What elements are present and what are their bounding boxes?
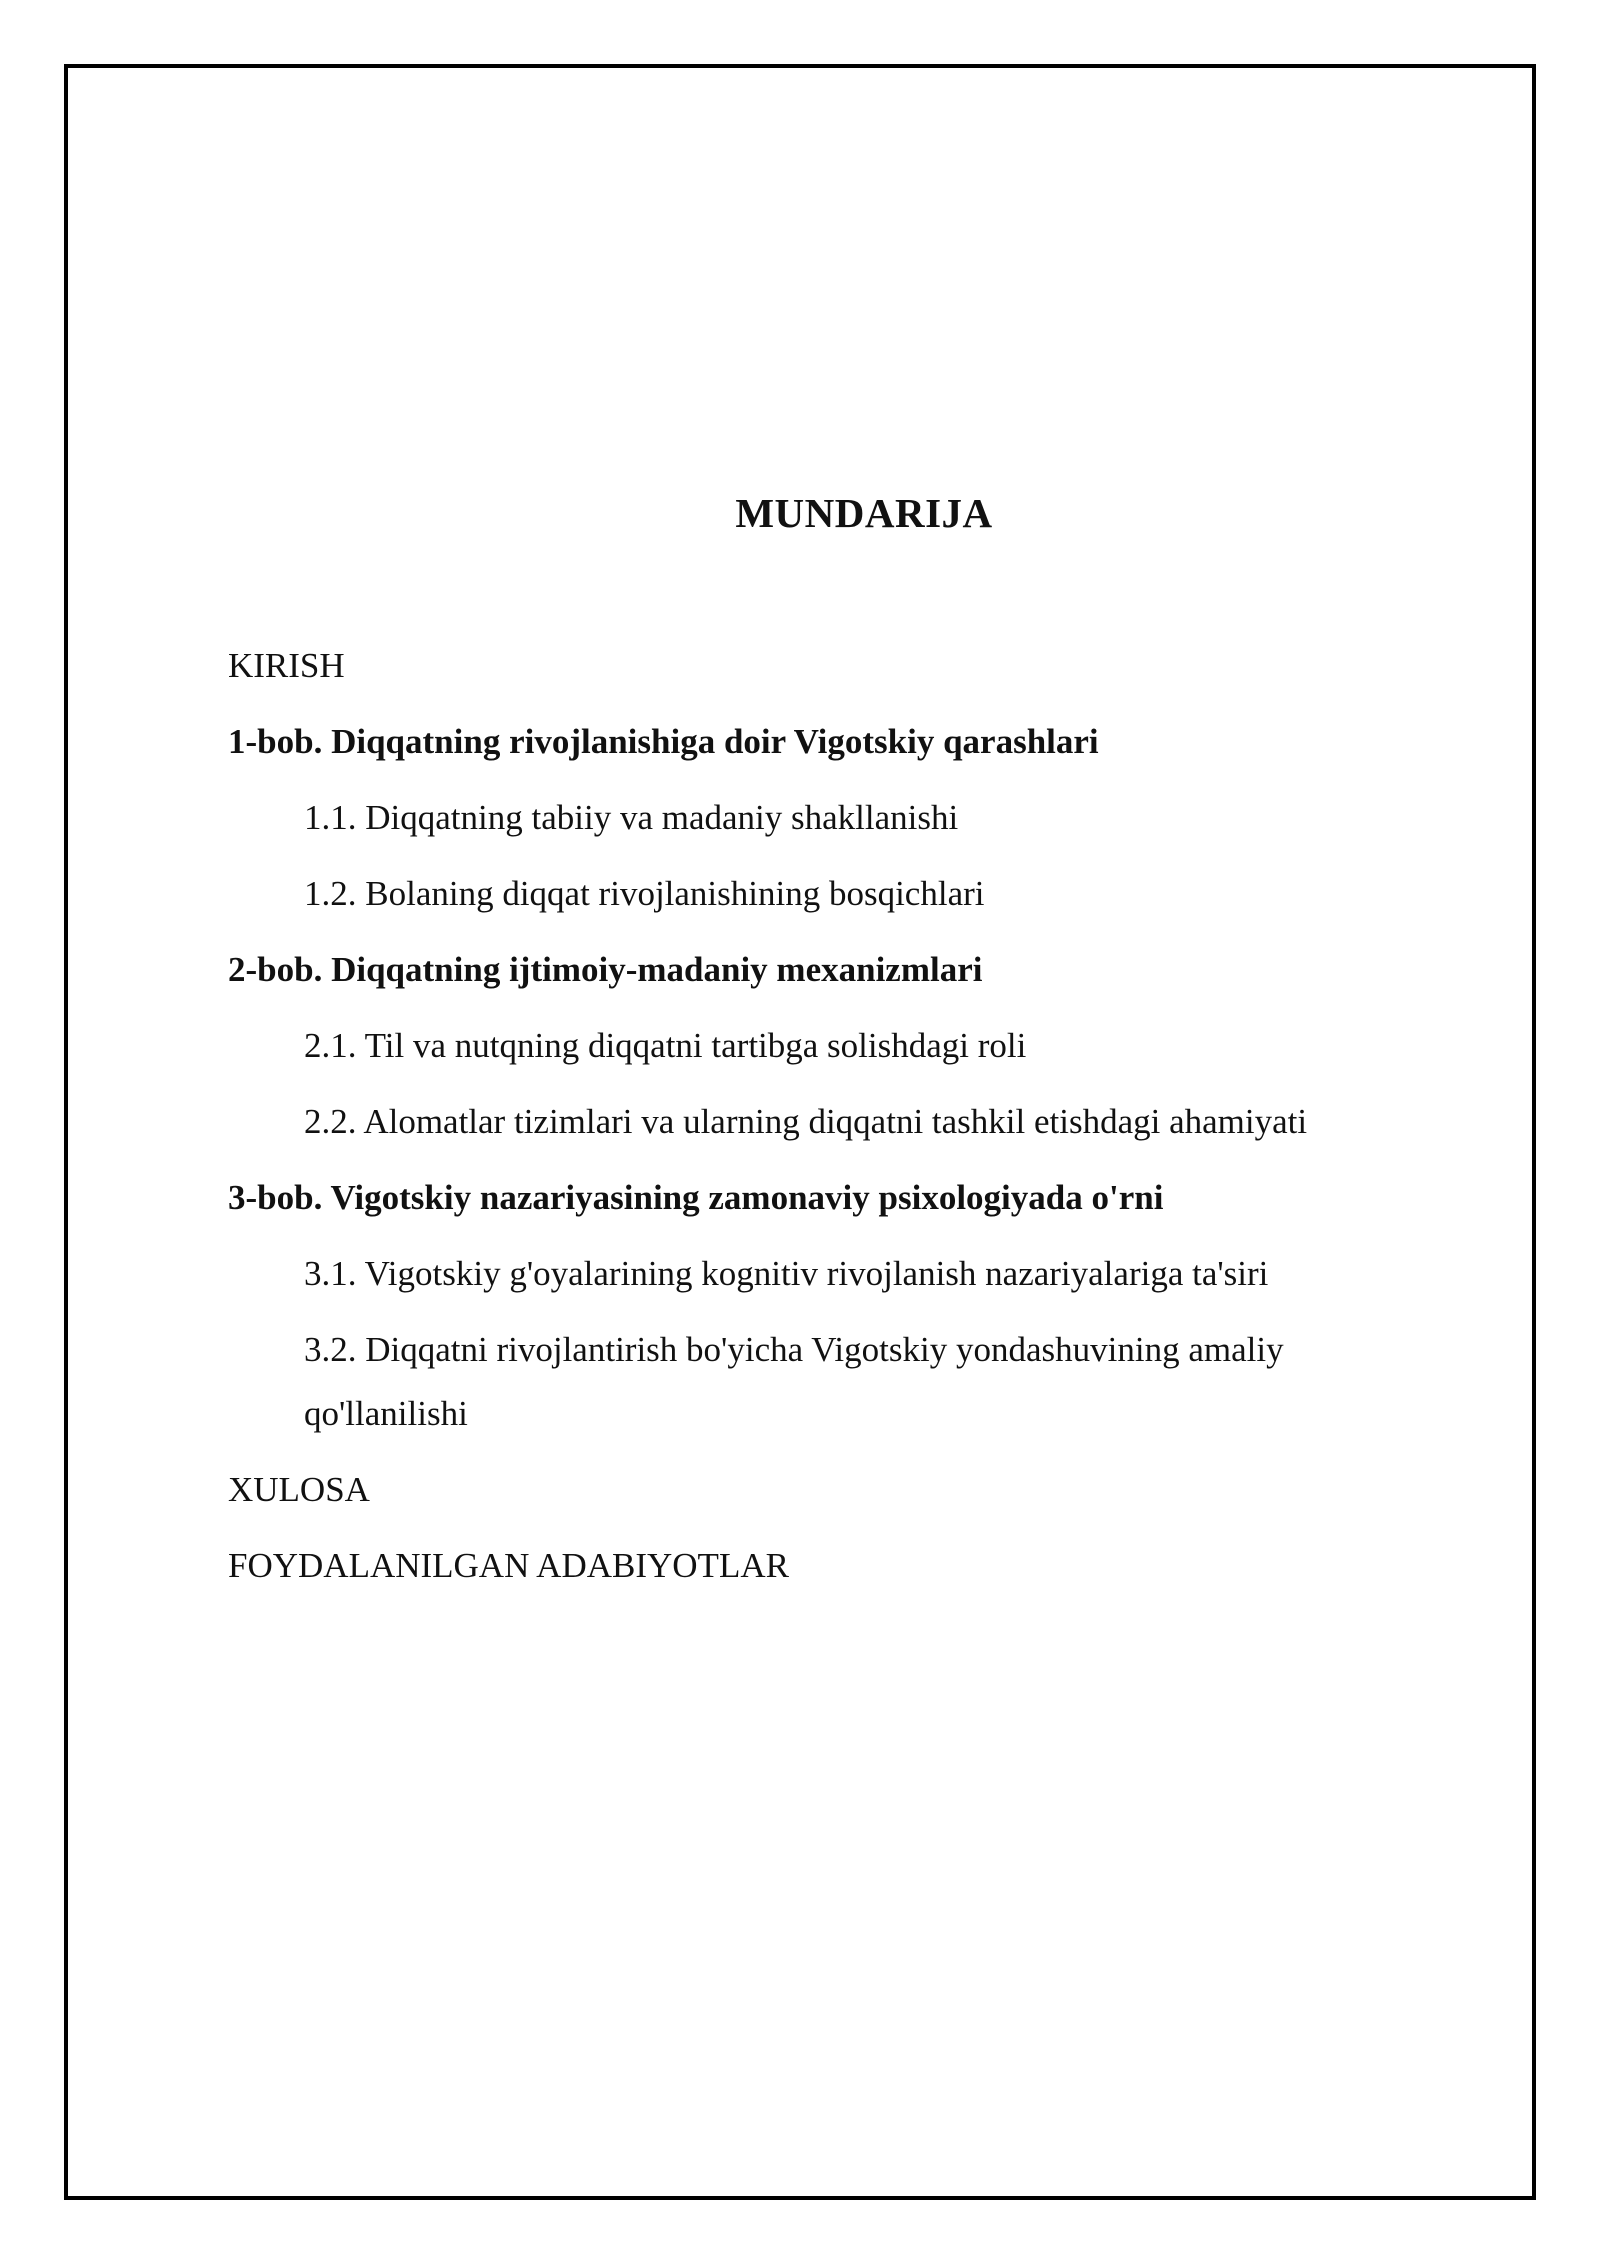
toc-entry-section-1-2: 1.2. Bolaning diqqat rivojlanishining bosqichlari [304,874,985,913]
toc-entry-section-2-2: 2.2. Alomatlar tizimlari va ularning diqqatni tashkil etishdagi ahamiyati [304,1102,1308,1141]
toc-entry-introduction: KIRISH [228,646,345,685]
page-title: MUNDARIJA [735,490,993,537]
toc-entry-chapter-3: 3-bob. Vigotskiy nazariyasining zamonaviy psixologiyada o'rni [228,1178,1164,1217]
toc-entry-section-3-2: 3.2. Diqqatni rivojlantirish bo'yicha Vigotskiy yondashuvining amaliy qo'llanilishi [304,1330,1284,1433]
table-of-contents [228,634,1408,1610]
toc-entry-chapter-2: 2-bob. Diqqatning ijtimoiy-madaniy mexanizmlari [228,950,983,989]
toc-entry-section-1-1: 1.1. Diqqatning tabiiy va madaniy shakllanishi [304,798,959,837]
toc-entry-section-2-1: 2.1. Til va nutqning diqqatni tartibga solishdagi roli [304,1026,1027,1065]
toc-entry-references: FOYDALANILGAN ADABIYOTLAR [228,1546,789,1585]
toc-entry-conclusion: XULOSA [228,1470,370,1509]
toc-entry-chapter-1: 1-bob. Diqqatning rivojlanishiga doir Vigotskiy qarashlari [228,722,1099,761]
toc-entry-section-3-1: 3.1. Vigotskiy g'oyalarining kognitiv rivojlanish nazariyalariga ta'siri [304,1254,1269,1293]
